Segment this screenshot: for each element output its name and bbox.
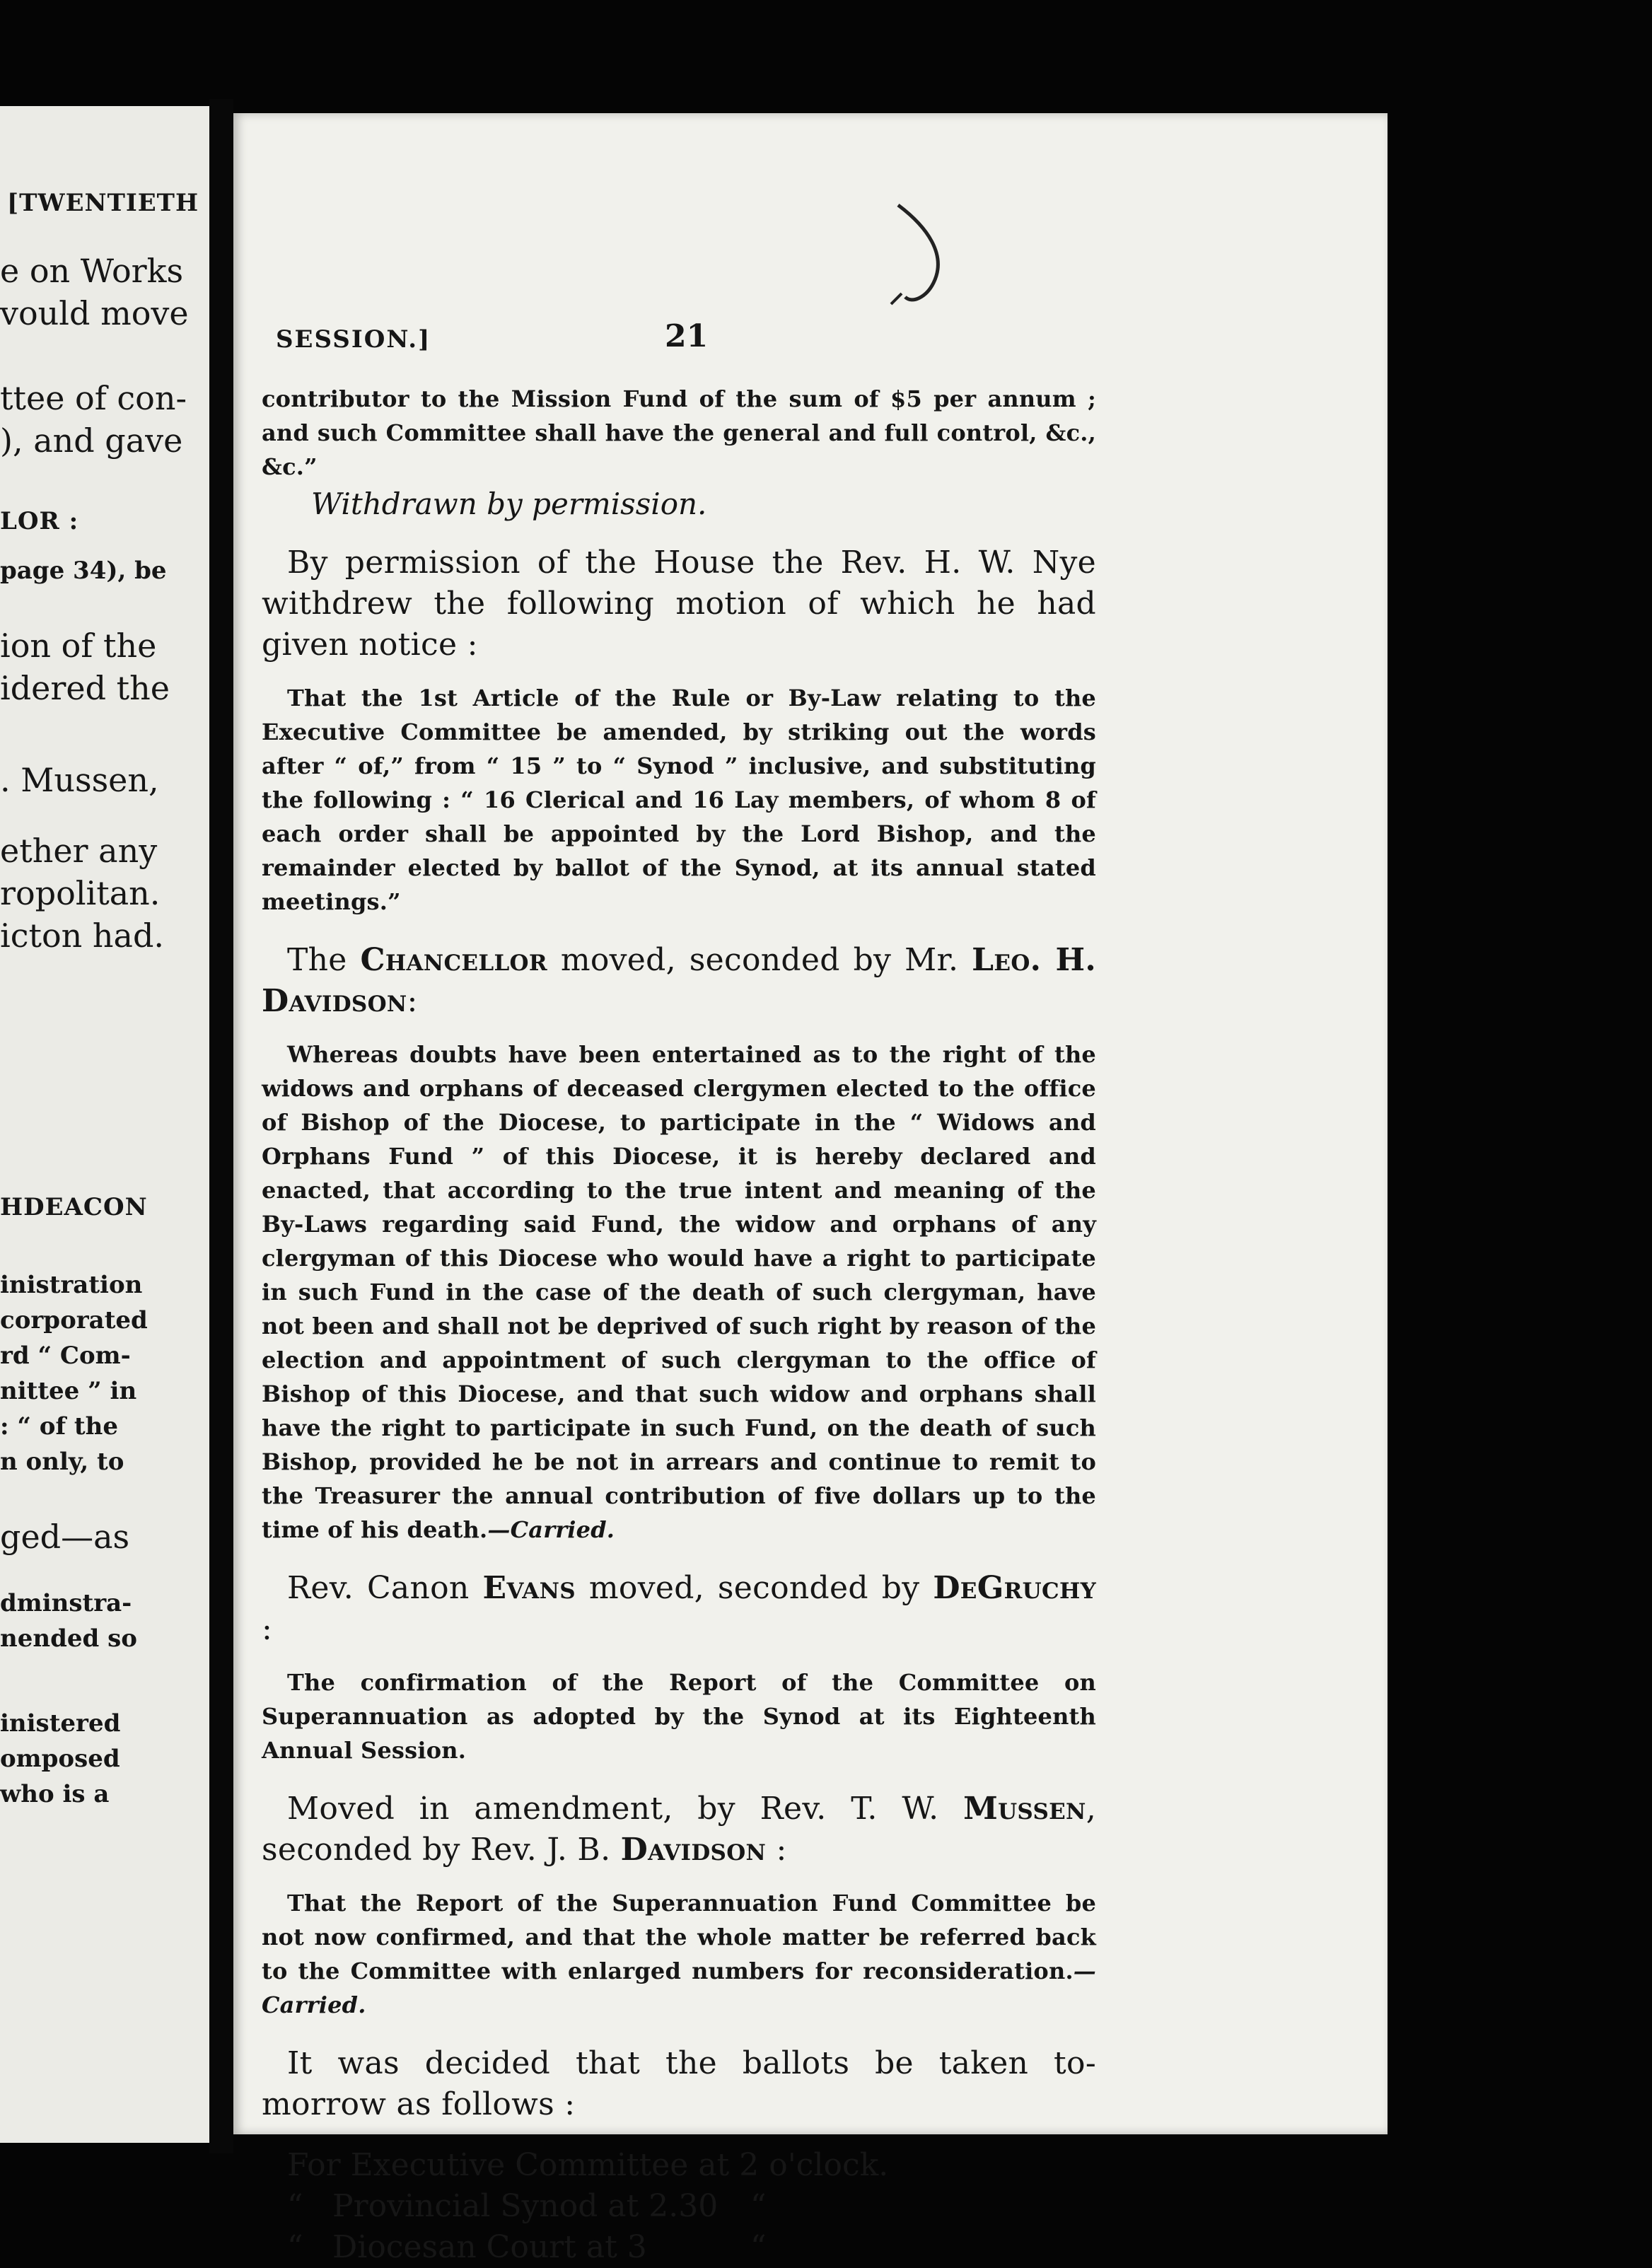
left-page-line: omposed [0, 1745, 120, 1773]
left-page-line: rd “ Com- [0, 1342, 131, 1370]
text-run: Rev. Canon [287, 1570, 483, 1606]
small-caps-name: DeGruchy [933, 1570, 1096, 1606]
small-caps-name: Mussen [963, 1791, 1086, 1827]
left-page-line: vould move [0, 294, 189, 332]
paragraph-p10 [262, 1886, 1096, 2022]
left-page-line: corporated [0, 1306, 148, 1334]
left-page-line: ropolitan. [0, 874, 161, 912]
ditto-mark: “ [287, 2229, 303, 2265]
left-page-line: HDEACON [0, 1193, 148, 1221]
left-page-fragment [0, 106, 209, 2143]
text-run: Moved in amendment, by Rev. T. W. [287, 1791, 964, 1827]
page-body [262, 382, 1096, 2268]
paragraph-p6 [262, 1037, 1096, 1547]
running-header: SESSION.] [276, 325, 431, 354]
ballot-schedule [262, 2145, 1096, 2268]
ballot-item [287, 2227, 1096, 2268]
text-run: : [766, 1832, 787, 1868]
small-caps-name: Chancellor [360, 942, 547, 978]
page-gutter [209, 99, 233, 2153]
paragraph-p11: It was decided that the ballots be taken to-morrow as follows : [262, 2045, 1096, 2122]
small-caps-name: Leo. H. Davidson [262, 942, 1096, 1019]
text-run: : [407, 983, 418, 1019]
text-run: Whereas doubts have been entertained as to the right of the widows and orphans of deceased clergymen elected to the office of Bishop of the Diocese, to participate in the “ Widows and Orphans Fund ” of this Diocese, it is hereby declared and enacted, that according to the true intent and meaning of the By-Laws regarding said Fund, the widow and orphans of any clergyman of this Diocese who would have a right to participate in such Fund in the case of the death of such clergyman, have not been and shall not be deprived of such right by reason of the election and appointment of such clergyman to the office of Bishop of this Diocese, and that such widow and orphans shall have the right to participate in such Fund, on the death of such Bishop, provided he be not in arrears and continue to remit to the Treasurer the annual contribution of five dollars up to the time of his death. [262, 1041, 1096, 1543]
ballot-text: For Executive Committee at 2 o'clock. [287, 2147, 889, 2183]
left-page-line: idered the [0, 669, 170, 707]
left-page-line: ether any [0, 832, 158, 870]
text-run: , seconded by Rev. J. B. [262, 1791, 1096, 1868]
ditto-mark: “ [750, 2229, 767, 2265]
text-run: moved, seconded by [575, 1570, 933, 1606]
left-page-line: nittee ” in [0, 1377, 137, 1405]
left-page-line: LOR : [0, 507, 79, 535]
text-run: : [262, 1611, 273, 1647]
left-page-line: ttee of con- [0, 379, 187, 417]
ballot-item [287, 2145, 1096, 2186]
paragraph-p4: That the 1st Article of the Rule or By-Law relating to the Executive Committee be amended, by striking out the words after “ of,” from “ 15 ” to “ Synod ” inclusive, and substituting the following : “ 16 Clerical and 16 Lay members, of whom 8 of each order shall be appointed by the Lord Bishop, and the remainder elected by ballot of the Synod, at its annual stated meetings.” [262, 685, 1096, 915]
pencil-annotation-mark [884, 198, 997, 339]
left-page-line: inistered [0, 1709, 121, 1738]
paragraph-p8: The confirmation of the Report of the Committee on Superannuation as adopted by the Synod at its Eighteenth Annual Session. [262, 1669, 1096, 1764]
italic-verdict: —Carried. [262, 1958, 1096, 2018]
left-page-line: nended so [0, 1624, 137, 1653]
right-page [233, 113, 1388, 2265]
left-page-line: [TWENTIETH [7, 189, 199, 217]
ditto-mark: “ [750, 2188, 767, 2224]
paragraph-p1: contributor to the Mission Fund of the sum of $5 per annum ; and such Committee shall have the general and full control, &c., &c.” [262, 385, 1096, 480]
left-page-line: : “ of the [0, 1412, 118, 1441]
left-page-line: ged—as [0, 1518, 130, 1556]
italic-verdict: —Carried. [487, 1516, 615, 1543]
left-page-line: ion of the [0, 627, 157, 665]
ballot-text: Diocesan Court at 3 [332, 2229, 647, 2265]
paragraph-p5 [262, 940, 1096, 1022]
left-page-line: n only, to [0, 1448, 124, 1476]
left-page-line: . Mussen, [0, 761, 159, 799]
paragraph-p2: Withdrawn by permission. [311, 487, 707, 521]
left-page-line: e on Works [0, 252, 184, 290]
text-run: That the Report of the Superannuation Fund Committee be not now confirmed, and that the whole matter be referred back to the Committee with enlarged numbers for reconsideration. [262, 1890, 1096, 1984]
left-page-line: who is a [0, 1780, 110, 1808]
left-page-line: dminstra- [0, 1589, 132, 1617]
text-run: The [287, 942, 361, 978]
paragraph-p7 [262, 1568, 1096, 1650]
paragraph-p9 [262, 1789, 1096, 1871]
page-number: 21 [665, 318, 709, 354]
text-run: moved, seconded by Mr. [547, 942, 972, 978]
ditto-mark: “ [287, 2188, 303, 2224]
paragraph-p3: By permission of the House the Rev. H. W. Nye withdrew the following motion of which he had given notice : [262, 545, 1096, 663]
ballot-item [287, 2186, 1096, 2227]
left-page-line: inistration [0, 1271, 143, 1299]
small-caps-name: Davidson [620, 1832, 767, 1868]
left-page-line: icton had. [0, 917, 165, 955]
ballot-text: Provincial Synod at 2.30 [332, 2188, 719, 2224]
left-page-line: ), and gave [0, 421, 183, 460]
small-caps-name: Evans [482, 1570, 576, 1606]
left-page-line: page 34), be [0, 557, 167, 585]
